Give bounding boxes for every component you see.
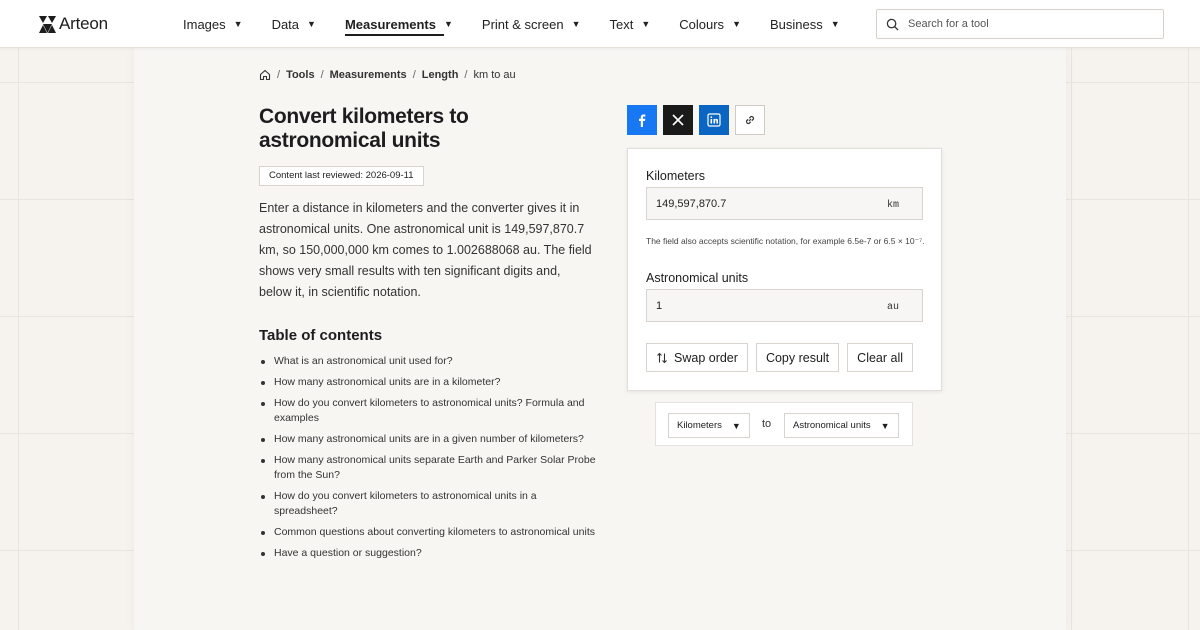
copy-result-label: Copy result xyxy=(765,350,830,365)
nav-item-label: Measurements xyxy=(344,16,436,32)
swap-order-button[interactable] xyxy=(646,343,748,372)
nav-item-data[interactable] xyxy=(272,0,316,48)
breadcrumb-separator: / xyxy=(320,69,324,81)
clear-all-button[interactable] xyxy=(847,343,913,372)
breadcrumb-tools[interactable]: Tools xyxy=(286,69,315,81)
nav-item-print-screen[interactable] xyxy=(482,0,581,48)
chevron-down-icon: ▼ xyxy=(731,420,741,431)
chevron-down-icon: ▼ xyxy=(732,19,741,29)
breadcrumb-separator: / xyxy=(464,69,468,81)
output-label: Astronomical units xyxy=(646,271,749,285)
swap-icon xyxy=(656,352,668,364)
toc-link[interactable]: How do you convert kilometers to astronomical units in a spreadsheet? xyxy=(259,489,599,519)
chevron-down-icon: ▼ xyxy=(830,19,840,29)
converter-actions xyxy=(646,343,921,372)
breadcrumb-current: km to au xyxy=(473,69,516,81)
nav-item-text[interactable] xyxy=(610,0,651,48)
input-label: Kilometers xyxy=(646,169,706,183)
breadcrumb-separator: / xyxy=(277,69,281,81)
chevron-down-icon: ▼ xyxy=(641,19,651,29)
search-icon xyxy=(886,18,899,31)
nav-item-label: Colours xyxy=(679,16,725,32)
nav-item-label: Data xyxy=(271,16,300,32)
to-label: to xyxy=(762,418,772,430)
search-box[interactable] xyxy=(876,9,1164,39)
nav-item-business[interactable] xyxy=(770,0,840,48)
unit-suffix: km xyxy=(886,200,899,211)
toc-link[interactable]: How do you convert kilometers to astronomical units? Formula and examples xyxy=(259,396,599,426)
astronomical-units-input[interactable] xyxy=(647,290,877,321)
chevron-down-icon: ▼ xyxy=(444,19,453,29)
table-of-contents xyxy=(259,354,599,567)
toc-link[interactable]: What is an astronomical unit used for? xyxy=(259,354,599,369)
intro-text: Enter a distance in kilometers and the converter gives it in astronomical units. One astronomical unit is 149,597,870.7 km, so 150,000,000 km comes to 1.002688068 au. The field shows very small results with ten significant digits and, below it, in scientific notation. xyxy=(259,201,592,299)
main-nav xyxy=(183,0,869,48)
brand-name: Arteon xyxy=(59,14,108,33)
to-unit-value: Astronomical units xyxy=(793,420,871,431)
input-hint: The field also accepts scientific notation, for example 6.5e-7 or 6.5 × 10⁻⁷. xyxy=(646,236,925,246)
copy-result-button[interactable] xyxy=(756,343,839,372)
breadcrumb-length[interactable]: Length xyxy=(421,69,459,81)
copy-link-button[interactable] xyxy=(735,105,765,135)
chevron-down-icon: ▼ xyxy=(233,19,243,29)
to-unit-select[interactable] xyxy=(784,413,899,438)
search-input[interactable] xyxy=(908,18,1148,30)
share-x-button[interactable] xyxy=(663,105,693,135)
swap-order-label: Swap order xyxy=(674,350,738,365)
facebook-icon xyxy=(635,113,649,127)
converter-card xyxy=(627,148,942,391)
page-title: Convert kilometers to astronomical units xyxy=(259,105,469,152)
nav-item-colours[interactable] xyxy=(679,0,741,48)
breadcrumb-measurements[interactable]: Measurements xyxy=(329,69,407,81)
nav-item-measurements[interactable] xyxy=(345,0,453,48)
content-panel xyxy=(134,48,1066,630)
share-facebook-button[interactable] xyxy=(627,105,657,135)
reviewed-badge: Content last reviewed: 2026-09-11 xyxy=(259,166,424,186)
toc-link[interactable]: How many astronomical units are in a kilometer? xyxy=(259,375,599,390)
share-buttons xyxy=(627,105,771,135)
breadcrumb xyxy=(259,69,516,81)
toc-link[interactable]: Have a question or suggestion? xyxy=(259,546,599,561)
unit-suffix: au xyxy=(886,302,899,313)
toc-link[interactable]: How many astronomical units separate Earth and Parker Solar Probe from the Sun? xyxy=(259,453,599,483)
chevron-down-icon: ▼ xyxy=(571,19,581,29)
toc-heading: Table of contents xyxy=(259,327,383,344)
clear-all-label: Clear all xyxy=(857,350,904,365)
top-header xyxy=(0,0,1200,48)
astronomical-units-field[interactable] xyxy=(646,289,923,322)
unit-selector xyxy=(655,402,913,446)
chevron-down-icon: ▼ xyxy=(307,19,316,29)
breadcrumb-separator: / xyxy=(412,69,416,81)
from-unit-select[interactable] xyxy=(668,413,750,438)
x-icon xyxy=(671,113,685,127)
kilometers-field[interactable] xyxy=(646,187,923,220)
toc-link[interactable]: Common questions about converting kilometers to astronomical units xyxy=(259,525,599,540)
linkedin-icon xyxy=(707,113,721,127)
nav-item-label: Images xyxy=(183,16,226,32)
nav-item-label: Print & screen xyxy=(481,16,564,32)
nav-item-images[interactable] xyxy=(183,0,243,48)
home-icon[interactable] xyxy=(259,69,271,81)
nav-item-label: Text xyxy=(609,16,634,32)
brand-logo[interactable] xyxy=(39,14,108,34)
from-unit-value: Kilometers xyxy=(677,420,722,431)
toc-link[interactable]: How many astronomical units are in a given number of kilometers? xyxy=(259,432,599,447)
share-linkedin-button[interactable] xyxy=(699,105,729,135)
logo-icon xyxy=(39,16,56,33)
link-icon xyxy=(743,113,757,127)
chevron-down-icon: ▼ xyxy=(880,420,890,431)
nav-item-label: Business xyxy=(769,16,823,32)
kilometers-input[interactable] xyxy=(647,188,877,219)
